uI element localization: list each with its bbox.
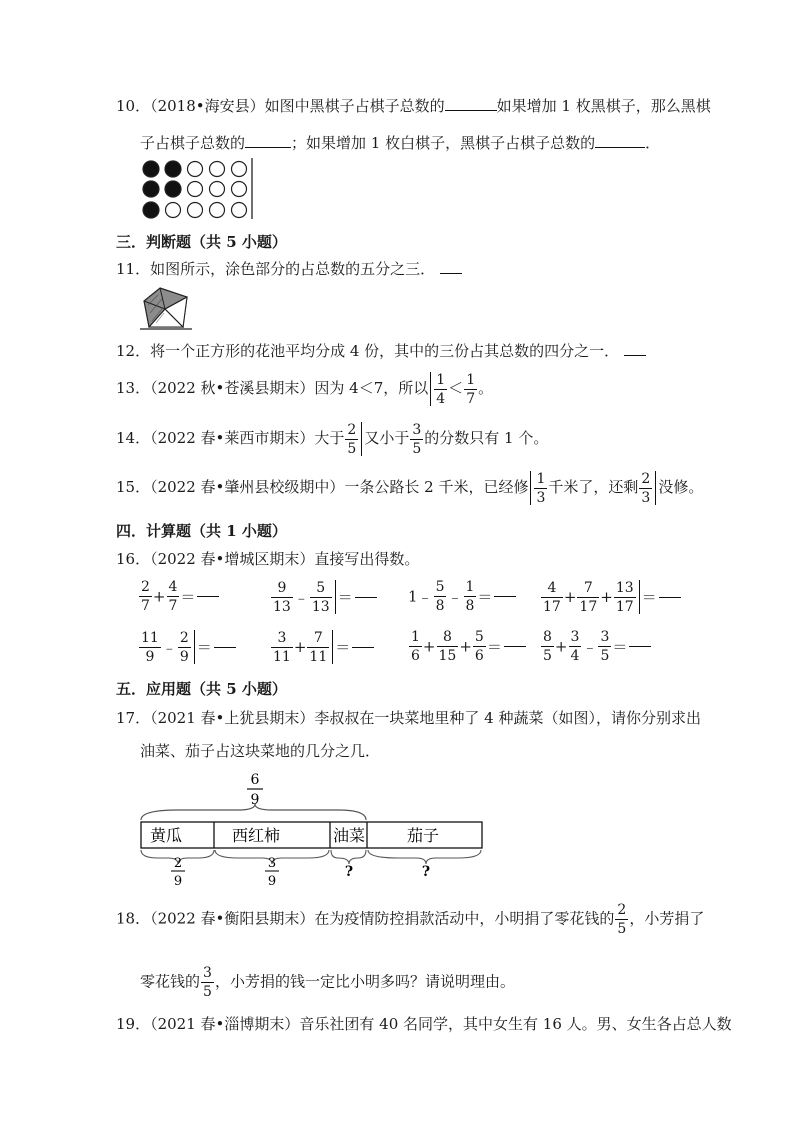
q14-text-a: 大于 <box>314 429 345 447</box>
calc-r2c3-answer[interactable] <box>504 646 526 647</box>
q18-number: 18． <box>116 909 151 928</box>
white-piece <box>166 203 181 218</box>
q13-fraction-2: $\frac{1}{7}$ <box>466 371 476 407</box>
eggplant-unknown: ? <box>421 864 431 880</box>
q13-text: 因为 4＜7，所以 <box>314 379 429 397</box>
q13-less-than: ＜ <box>448 379 464 397</box>
top-brace <box>141 804 366 820</box>
q18-source: （2022 春•衡阳县期末） <box>150 909 315 928</box>
q18-text-c: 零花钱的 <box>140 972 201 991</box>
q10-text-c: 子占棋子总数的 <box>140 134 246 152</box>
calc-r2c2: $\frac{3}{11}$ + $\frac{7}{11}$ ＝ <box>270 630 374 664</box>
q13-number: 13． <box>116 379 151 397</box>
q11-text: 如图所示，涂色部分的占总数的五分之三． <box>150 260 436 278</box>
q16-text: 直接写出得数。 <box>314 550 420 568</box>
black-piece <box>143 202 159 218</box>
q13-line <box>116 372 493 406</box>
q12-text: 将一个正方形的花池平均分成 4 份，其中的三份占其总数的四分之一． <box>150 342 620 360</box>
q13-end: 。 <box>478 379 494 397</box>
cucumber-fraction-numerator: 2 <box>173 856 183 871</box>
q10-line2 <box>140 132 660 154</box>
q19-line <box>116 1013 732 1035</box>
calc-r1c4: $\frac{4}{17}$ + $\frac{7}{17}$ + $\frac{13}{17}$ ＝ <box>540 580 681 614</box>
q18-text-a: 在为疫情防控捐款活动中，小明捐了零花钱的 <box>314 909 615 928</box>
q17-text-b: 油菜、茄子占这块菜地的几分之几． <box>140 742 381 760</box>
white-piece <box>188 203 203 218</box>
q17-text-a: 李叔叔在一块菜地里种了 4 种蔬菜（如图），请你分别求出 <box>314 709 701 727</box>
q16-source: （2022 春•增城区期末） <box>150 550 315 568</box>
q17-line2 <box>140 740 380 762</box>
white-piece <box>210 162 225 177</box>
segment-cucumber: 黄瓜 <box>149 826 183 845</box>
q10-blank-3[interactable] <box>595 147 645 148</box>
q17-line1 <box>116 707 701 729</box>
segment-eggplant: 茄子 <box>406 826 440 845</box>
black-piece <box>165 161 181 177</box>
q10-source: （2018•海安县） <box>150 97 265 115</box>
q10-text-d: ；如果增加 1 枚白棋子，黑棋子占棋子总数的 <box>291 134 596 152</box>
top-fraction-denominator: 9 <box>250 792 260 808</box>
calc-r1c1: $\frac{2}{7}$ + $\frac{4}{7}$ ＝ <box>138 580 219 613</box>
q15-line <box>116 471 703 505</box>
q12-answer-blank[interactable] <box>624 355 646 356</box>
segment-rapeseed: 油菜 <box>332 826 366 845</box>
q11-answer-blank[interactable] <box>440 273 462 274</box>
white-piece <box>232 162 247 177</box>
q14-text-c: 的分数只有 1 个。 <box>424 429 549 447</box>
q11-number: 11． <box>116 260 151 278</box>
calc-r2c4-answer[interactable] <box>629 646 651 647</box>
q15-text-a: 一条公路长 2 千米，已经修 <box>344 478 529 496</box>
q10-blank-1[interactable] <box>445 110 497 111</box>
q15-text-b: 千米了，还剩 <box>548 478 639 496</box>
rapeseed-unknown: ? <box>344 864 354 880</box>
calc-r1c3-answer[interactable] <box>494 596 516 597</box>
tomato-fraction-denominator: 9 <box>267 874 277 889</box>
calc-r1c3: 1﹣ $\frac{5}{8}$ ﹣ $\frac{1}{8}$ ＝ <box>408 580 516 613</box>
section-3-title: 三．判断题（共 5 小题） <box>116 233 287 251</box>
q19-source: （2021 春•淄博期末） <box>150 1015 300 1033</box>
q18-line2 <box>140 966 515 999</box>
cucumber-fraction-denominator: 9 <box>173 874 183 889</box>
q14-number: 14． <box>116 429 151 447</box>
white-piece <box>210 182 225 197</box>
q14-text-b: 又小于 <box>364 429 410 447</box>
q17-source: （2021 春•上犹县期末） <box>150 709 315 727</box>
top-fraction-numerator: 6 <box>250 772 260 788</box>
q19-text: 音乐社团有 40 名同学，其中女生有 16 人。男、女生各占总人数 <box>299 1015 732 1033</box>
q13-source: （2022 秋•苍溪县期末） <box>150 379 315 397</box>
white-piece <box>232 203 247 218</box>
pentagon-figure <box>140 285 192 331</box>
calc-r2c3: $\frac{1}{6}$ + $\frac{8}{15}$ + $\frac{5}{6}$ ＝ <box>408 630 526 663</box>
q14-source: （2022 春•莱西市期末） <box>150 429 315 447</box>
calc-r2c1-answer[interactable] <box>214 647 236 648</box>
q18-text-b: ，小芳捐了 <box>629 909 705 928</box>
q14-fraction-1: $\frac{2}{5}$ <box>347 421 357 457</box>
q10-number: 10． <box>116 97 151 115</box>
black-piece <box>143 181 159 197</box>
q11-line <box>116 258 462 280</box>
q12-line <box>116 340 646 362</box>
q10-blank-2[interactable] <box>245 147 291 148</box>
q12-number: 12． <box>116 342 151 360</box>
section-5-title: 五．应用题（共 5 小题） <box>116 680 287 698</box>
q15-fraction-1: $\frac{1}{3}$ <box>536 470 546 506</box>
q10-text-a: 如图中黑棋子占棋子总数的 <box>264 97 445 115</box>
q18-fraction-2: $\frac{3}{5}$ <box>203 965 212 1000</box>
black-piece <box>165 181 181 197</box>
q15-source: （2022 春•肇州县校级期中） <box>150 478 345 496</box>
black-piece <box>143 161 159 177</box>
q10-text-e: ． <box>645 134 661 152</box>
q15-text-c: 没修。 <box>658 478 704 496</box>
q13-fraction-1: $\frac{1}{4}$ <box>436 371 446 407</box>
q14-fraction-2: $\frac{3}{5}$ <box>412 421 422 457</box>
calc-r2c2-answer[interactable] <box>352 647 374 648</box>
q16-number: 16． <box>116 550 151 568</box>
calc-r2c4: $\frac{8}{5}$ + $\frac{3}{4}$ ﹣ $\frac{3}{5}$ ＝ <box>540 630 651 663</box>
calc-r1c4-answer[interactable] <box>659 597 681 598</box>
q16-line <box>116 548 419 570</box>
q18-fraction-1: $\frac{2}{5}$ <box>617 902 627 937</box>
q18-text-d: ，小芳捐的钱一定比小明多吗？请说明理由。 <box>214 972 515 991</box>
chess-pieces-figure <box>138 155 258 221</box>
vegetable-plot-diagram <box>138 768 488 890</box>
q15-fraction-2: $\frac{2}{3}$ <box>641 470 651 506</box>
section-4-title: 四．计算题（共 1 小题） <box>116 522 287 540</box>
q14-line <box>116 422 548 456</box>
white-piece <box>232 182 247 197</box>
segment-tomato: 西红柿 <box>231 826 281 845</box>
calc-r1c1-answer[interactable] <box>197 596 219 597</box>
q10-line1 <box>116 95 711 117</box>
white-piece <box>188 182 203 197</box>
q18-line1 <box>116 903 704 936</box>
calc-r2c1: $\frac{11}{9}$ ﹣ $\frac{2}{9}$ ＝ <box>138 630 236 664</box>
tomato-fraction-numerator: 3 <box>267 856 277 871</box>
white-piece <box>210 203 225 218</box>
white-piece <box>188 162 203 177</box>
q17-number: 17． <box>116 709 151 727</box>
calc-r1c2: $\frac{9}{13}$ ﹣ $\frac{5}{13}$ ＝ <box>270 580 377 614</box>
q19-number: 19． <box>116 1015 151 1033</box>
q10-text-b: 如果增加 1 枚黑棋子，那么黑棋 <box>496 97 711 115</box>
calc-r1c2-answer[interactable] <box>355 597 377 598</box>
q15-number: 15． <box>116 478 151 496</box>
